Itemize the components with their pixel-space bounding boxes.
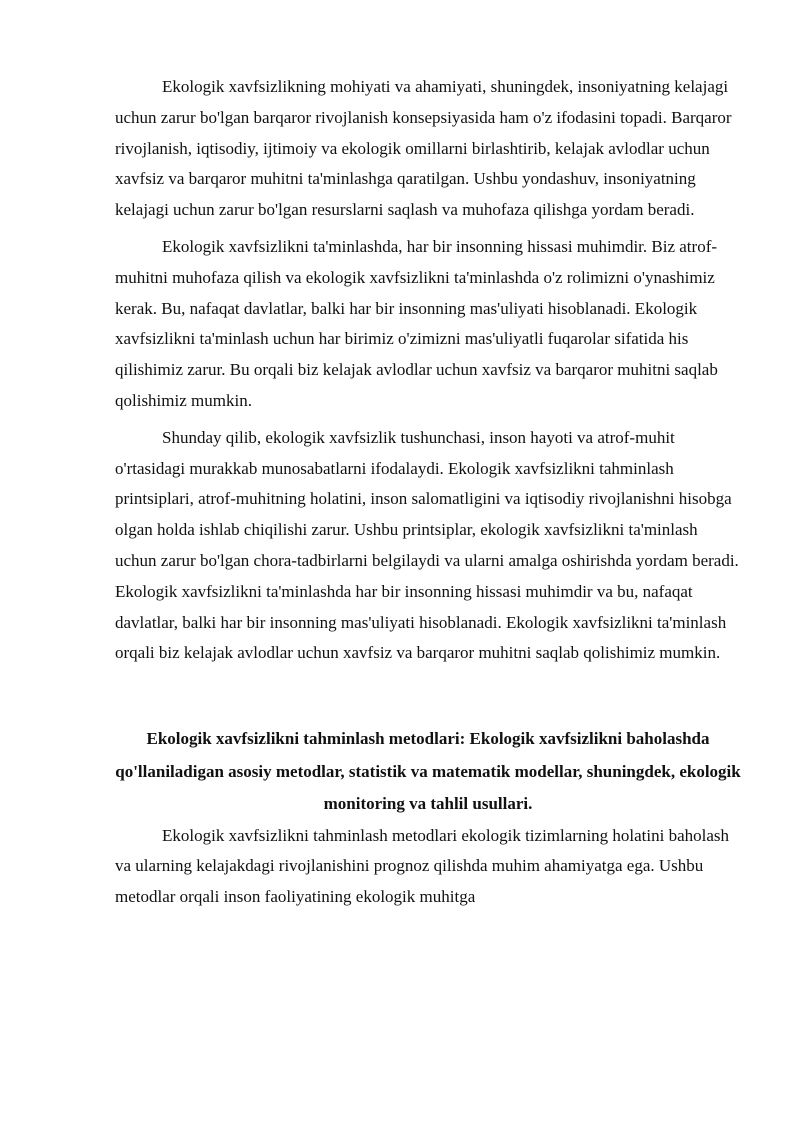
paragraph-1: Ekologik xavfsizlikning mohiyati va ahamiyati, shuningdek, insoniyatning kelajagi uchun zarur bo'lgan barqaror rivojlanish konsepsiyasida ham o'z ifodasini topadi. Barqaror rivojlanish, iqtisodiy, ijtimoiy va ekologik omillarni birlashtirib, kelajak avlodlar uchun xavfsiz va barqaror muhitni ta'minlashga qaratilgan. Ushbu yondashuv, insoniyatning kelajagi uchun zarur bo'lgan resurslarni saqlash va muhofaza qilishga yordam beradi. — [115, 77, 732, 220]
paragraph-3: Shunday qilib, ekologik xavfsizlik tushunchasi, inson hayoti va atrof-muhit o'rtasidagi murakkab munosabatlarni ifodalaydi. Ekologik xavfsizlikni tahminlash printsiplari, atrof-muhitning holatini, inson salomatligini va iqtisodiy rivojlanishni hisobga olgan holda ishlab chiqilishi zarur. Ushbu printsiplar, ekologik xavfsizlikni ta'minlash uchun zarur bo'lgan chora-tadbirlarni belgilaydi va ularni amalga oshirishda yordam beradi. Ekologik xavfsizlikni ta'minlashda har bir insonning hissasi muhimdir va bu, nafaqat davlatlar, balki har bir insonning mas'uliyati hisoblanadi. Ekologik xavfsizlikni ta'minlash orqali biz kelajak avlodlar uchun xavfsiz va barqaror muhitni saqlab qolishimiz mumkin. — [115, 427, 739, 663]
section-heading: Ekologik xavfsizlikni tahminlash metodlari: Ekologik xavfsizlikni baholashda qo'llaniladigan asosiy metodlar, statistik va matematik modellar, shuningdek, ekologik monitoring va tahlil usullari. — [115, 729, 741, 814]
paragraph-2: Ekologik xavfsizlikni ta'minlashda, har bir insonning hissasi muhimdir. Biz atrof-muhitni muhofaza qilish va ekologik xavfsizlikni ta'minlashda o'z rolimizni o'ynashimiz kerak. Bu, nafaqat davlatlar, balki har bir insonning mas'uliyati hisoblanadi. Ekologik xavfsizlikni ta'minlash uchun har birimiz o'zimizni mas'uliyatli fuqarolar sifatida his qilishimiz zarur. Bu orqali biz kelajak avlodlar uchun xavfsiz va barqaror muhitni saqlab qolishimiz mumkin. — [115, 236, 718, 410]
document-page — [115, 72, 741, 919]
paragraph-4: Ekologik xavfsizlikni tahminlash metodlari ekologik tizimlarning holatini baholash va ularning kelajakdagi rivojlanishini prognoz qilishda muhim ahamiyatga ega. Ushbu metodlar orqali inson faoliyatining ekologik muhitga — [115, 825, 730, 907]
